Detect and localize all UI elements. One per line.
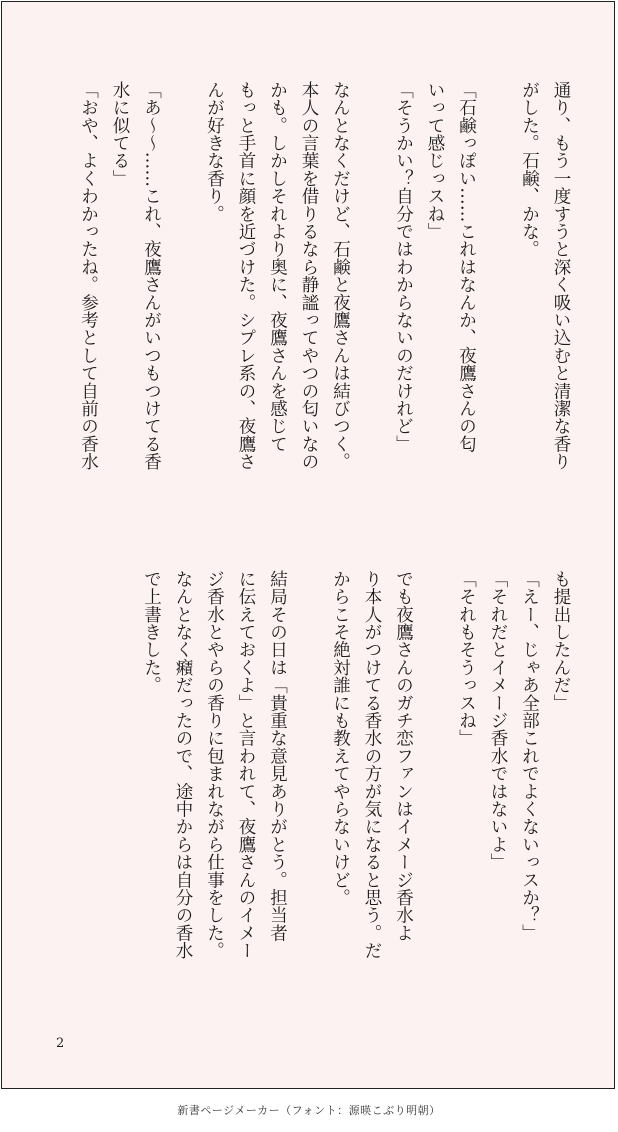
text-line: でも夜鷹さんのガチ恋ファンはイメージ香水よ (393, 570, 414, 942)
text-line: なんとなく癪だったので、途中からは自分の香水 (173, 570, 193, 960)
text-line (419, 570, 451, 998)
text-line: なんとなくだけど、石鹸と夜鷹さんは結びつく。 (330, 81, 351, 471)
text-line: 本人の言葉を借りるなら静謐ってやつの匂いなの (299, 81, 319, 471)
text-column-top (42, 81, 576, 541)
text-line: がした。石鹸、かな。 (519, 81, 540, 258)
text-line: 「それもそうっスね」 (456, 570, 477, 747)
text-line: り本人がつけてる香水の方が気になると思う。だ (362, 570, 382, 960)
text-line: 「そうかい？自分ではわからないのだけれど」 (393, 81, 414, 453)
text-line: 「それだとイメージ香水ではないよ」 (488, 570, 508, 871)
text-line (293, 570, 325, 998)
text-line: いって感じっスね」 (425, 81, 445, 241)
text-line: 「おや、よくわかったね。参考として自前の香水 (78, 81, 99, 471)
text-line: もっと手首に顔を近づけた。シプレ系の、夜鷹さ (236, 81, 256, 471)
text-line: 「石鹸っぽい……これはなんか、夜鷹さんの匂 (456, 81, 477, 453)
text-line: 水に似てる」 (110, 81, 130, 188)
text-line: からこそ絶対誰にも教えてやらないけど。 (330, 570, 351, 907)
text-line: 通り、もう一度すうと深く吸い込むと清潔な香り (551, 81, 571, 471)
text-column-bottom (42, 570, 576, 998)
text-line (482, 81, 514, 541)
text-line: で上書きした。 (141, 570, 162, 694)
text-line: かも。しかしそれより奥に、夜鷹さんを感じて (267, 81, 288, 453)
text-line (167, 81, 199, 541)
footer-credit: 新書ページメーカー（フォント：源暎こぶり明朝） (177, 1104, 441, 1117)
text-line: も提出したんだ」 (551, 570, 571, 712)
page-number: 2 (56, 1036, 65, 1051)
text-line: 「えー、じゃあ全部これでよくないっスか？」 (519, 570, 540, 942)
text-line (356, 81, 388, 541)
text-line: ジ香水とやらの香りに包まれながら仕事をした。 (204, 570, 225, 960)
text-line: んが好きな香り。 (204, 81, 225, 223)
text-line: 結局その日は「貴重な意見ありがとう。担当者 (267, 570, 288, 942)
text-line: に伝えておくよ」と言われて、夜鷹さんのイメー (236, 570, 256, 960)
text-line: 「あ〜〜……これ、夜鷹さんがいつもつけてる香 (141, 81, 162, 471)
manuscript-page (1, 1, 615, 1089)
